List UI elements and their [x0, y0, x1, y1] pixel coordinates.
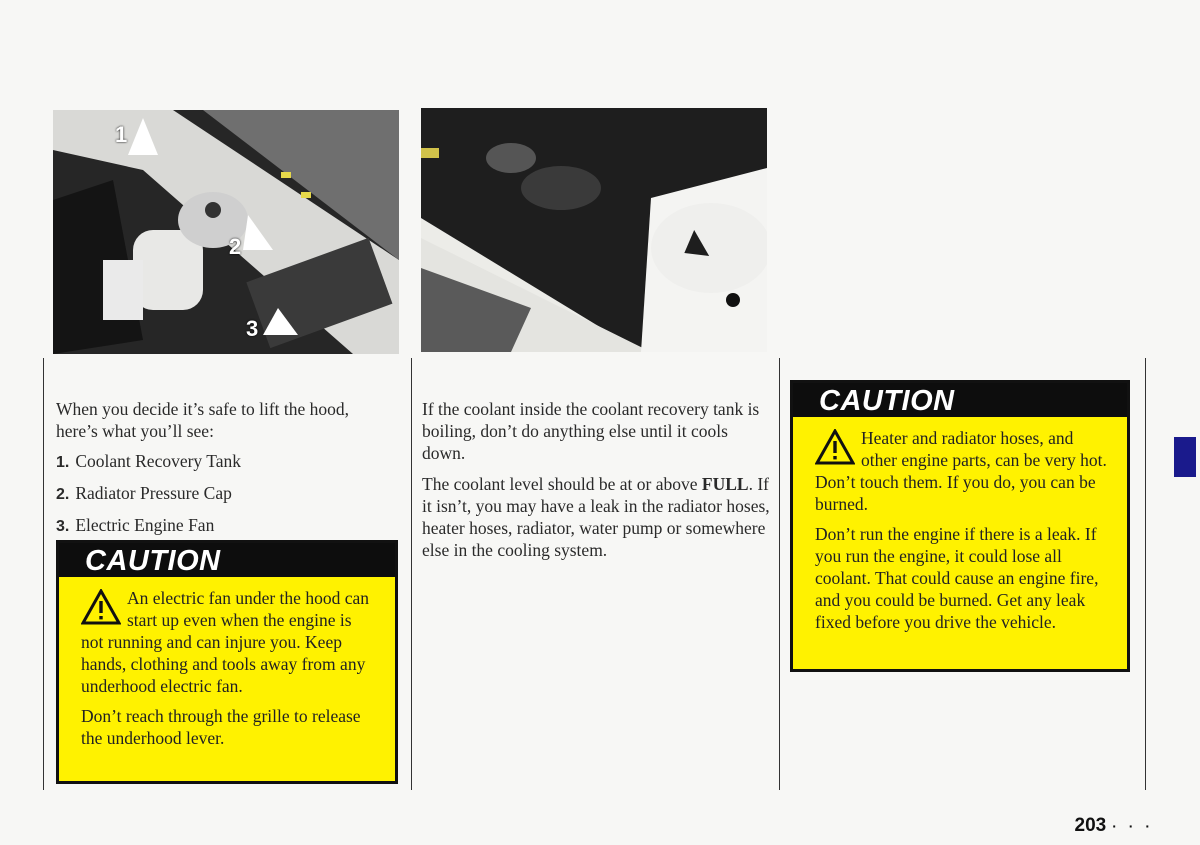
- middle-column: [422, 398, 772, 570]
- caution-heading: CAUTION: [59, 543, 395, 577]
- column-divider-right-b: [1145, 358, 1146, 790]
- list-number: 3.: [56, 518, 70, 535]
- left-column: [56, 398, 376, 546]
- coolant-level-suffix: . If it isn’t, you may have a leak in the radiator hoses, heater hoses, radiator, water pump or somewhere else in the cooling system.: [422, 474, 770, 560]
- full-mark: FULL: [701, 474, 749, 494]
- boiling-coolant-paragraph: If the coolant inside the coolant recovery tank is boiling, don’t do anything else until it cools down.: [422, 399, 760, 463]
- callout-1: 1: [115, 122, 128, 147]
- coolant-tank-photo: [421, 108, 767, 352]
- caution-paragraph: Heater and radiator hoses, and other engine parts, can be very hot. Don’t touch them. If you do, you can be burned.: [815, 428, 1107, 514]
- list-label: Coolant Recovery Tank: [75, 451, 241, 471]
- list-item: [56, 514, 376, 538]
- page-dots: · · ·: [1112, 818, 1154, 834]
- caution-paragraph: Don’t run the engine if there is a leak. If you run the engine, it could lose all coolant. That could cause an engine fire, and you could be burned. Get any leak fixed before you drive the vehicle.: [815, 524, 1099, 632]
- caution-body: [59, 577, 395, 769]
- list-item: [56, 482, 376, 506]
- caution-body: [793, 417, 1127, 653]
- coolant-level-paragraph: [422, 473, 772, 561]
- callout-2: 2: [229, 234, 242, 259]
- warning-triangle-icon: [81, 589, 121, 625]
- list-number: 2.: [56, 486, 70, 503]
- callout-3: 3: [246, 316, 259, 341]
- page-number-value: 203: [1074, 815, 1107, 836]
- column-divider-middle: [411, 358, 412, 790]
- list-label: Radiator Pressure Cap: [75, 483, 232, 503]
- list-item: [56, 450, 376, 474]
- warning-triangle-icon: [815, 429, 855, 465]
- coolant-tank-illustration: [421, 108, 767, 352]
- caution-paragraph: An electric fan under the hood can start up even when the engine is not running and can injure you. Keep hands, clothing and tools away from any underhood electric fan.: [81, 588, 369, 696]
- caution-box-fan: [56, 540, 398, 784]
- coolant-level-prefix: The coolant level should be at or above: [422, 474, 698, 494]
- page-number: [1075, 815, 1154, 837]
- caution-heading: CAUTION: [793, 383, 1127, 417]
- list-label: Electric Engine Fan: [75, 515, 215, 535]
- section-tab-marker: [1174, 437, 1196, 477]
- list-number: 1.: [56, 454, 70, 471]
- component-list: [56, 450, 376, 538]
- caution-box-hoses: [790, 380, 1130, 672]
- intro-text: When you decide it’s safe to lift the hood, here’s what you’ll see:: [56, 399, 350, 441]
- column-divider-left: [43, 358, 44, 790]
- engine-compartment-illustration: [53, 110, 399, 354]
- engine-compartment-photo: [53, 110, 399, 354]
- caution-paragraph: Don’t reach through the grille to release the underhood lever.: [81, 706, 361, 748]
- column-divider-right-a: [779, 358, 780, 790]
